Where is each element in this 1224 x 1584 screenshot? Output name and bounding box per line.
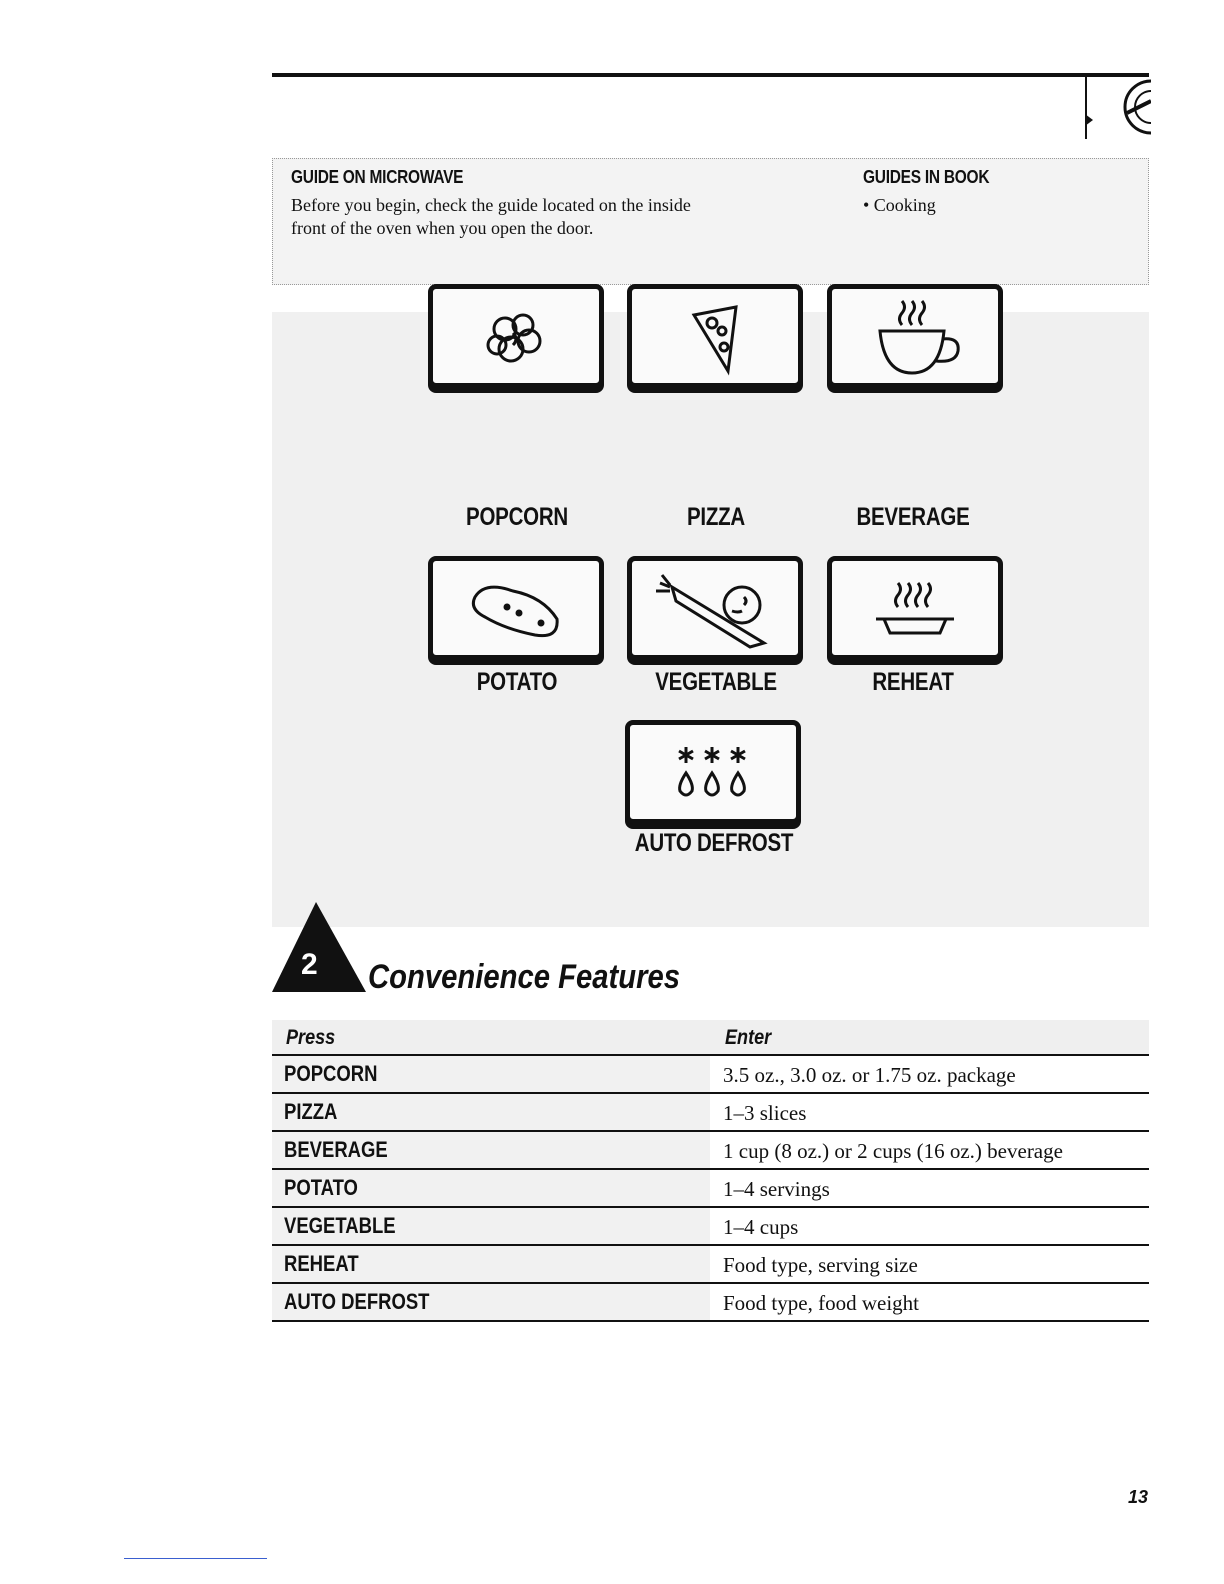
- table-row: [272, 1094, 1149, 1132]
- guide-on-microwave: [291, 167, 711, 240]
- row-press: REHEAT: [284, 1251, 359, 1276]
- popcorn-key[interactable]: [428, 284, 604, 388]
- row-enter: 1–4 servings: [723, 1177, 830, 1201]
- table-row: [272, 1132, 1149, 1170]
- vegetable-key[interactable]: [627, 556, 803, 660]
- potato-key[interactable]: [428, 556, 604, 660]
- potato-label: POTATO: [476, 668, 558, 696]
- table-header: [272, 1020, 1149, 1056]
- header-enter: Enter: [725, 1026, 772, 1049]
- guide-box: [272, 158, 1149, 285]
- header-press: Press: [286, 1026, 336, 1049]
- pizza-key[interactable]: [627, 284, 803, 388]
- row-enter: 1–4 cups: [723, 1215, 799, 1239]
- page-number: 13: [1128, 1487, 1149, 1507]
- row-enter: Food type, food weight: [723, 1291, 919, 1315]
- row-enter: Food type, serving size: [723, 1253, 918, 1277]
- beverage-label: BEVERAGE: [856, 503, 970, 531]
- vegetable-label: VEGETABLE: [655, 668, 777, 696]
- row-press: POTATO: [284, 1175, 358, 1200]
- row-enter: 1–3 slices: [723, 1101, 807, 1125]
- vegetable-icon: [632, 561, 798, 655]
- row-press: VEGETABLE: [284, 1213, 396, 1238]
- reheat-label: REHEAT: [872, 668, 954, 696]
- section-title: Convenience Features: [368, 958, 681, 996]
- table-row: [272, 1246, 1149, 1284]
- row-press: POPCORN: [284, 1061, 378, 1086]
- row-press: BEVERAGE: [284, 1137, 388, 1162]
- section-heading: [272, 900, 872, 1000]
- auto-defrost-label: AUTO DEFROST: [634, 829, 794, 857]
- section-triangle-icon: [272, 900, 368, 994]
- guide-left-text: Before you begin, check the guide located on the inside front of the oven when you open the door.: [291, 195, 691, 238]
- reheat-key[interactable]: [827, 556, 1003, 660]
- popcorn-icon: [433, 289, 599, 383]
- guides-in-book: [863, 167, 1123, 217]
- guide-right-heading: GUIDES IN BOOK: [863, 167, 990, 187]
- auto-defrost-key[interactable]: [625, 720, 801, 824]
- table-row: [272, 1056, 1149, 1094]
- tab-arrow-icon: [1085, 114, 1093, 126]
- reheat-icon: [832, 561, 998, 655]
- table-row: [272, 1208, 1149, 1246]
- defrost-icon: [630, 725, 796, 819]
- section-number: 2: [301, 948, 318, 981]
- beverage-key[interactable]: [827, 284, 1003, 388]
- row-enter: 3.5 oz., 3.0 oz. or 1.75 oz. package: [723, 1063, 1016, 1087]
- guide-left-heading: GUIDE ON MICROWAVE: [291, 167, 464, 187]
- row-enter: 1 cup (8 oz.) or 2 cups (16 oz.) beverage: [723, 1139, 1063, 1163]
- popcorn-label: POPCORN: [466, 503, 568, 531]
- guide-right-item: • Cooking: [863, 195, 936, 215]
- row-press: PIZZA: [284, 1099, 338, 1124]
- pizza-icon: [632, 289, 798, 383]
- section-tab: [1085, 77, 1149, 139]
- table-row: [272, 1284, 1149, 1322]
- pizza-label: PIZZA: [687, 503, 745, 531]
- table-row: [272, 1170, 1149, 1208]
- row-press: AUTO DEFROST: [284, 1289, 430, 1314]
- potato-icon: [433, 561, 599, 655]
- footer-rule: [124, 1558, 267, 1559]
- top-rule: [272, 73, 1149, 77]
- features-table: [272, 1020, 1149, 1322]
- microwave-dial-icon: [1117, 77, 1151, 137]
- beverage-icon: [832, 289, 998, 383]
